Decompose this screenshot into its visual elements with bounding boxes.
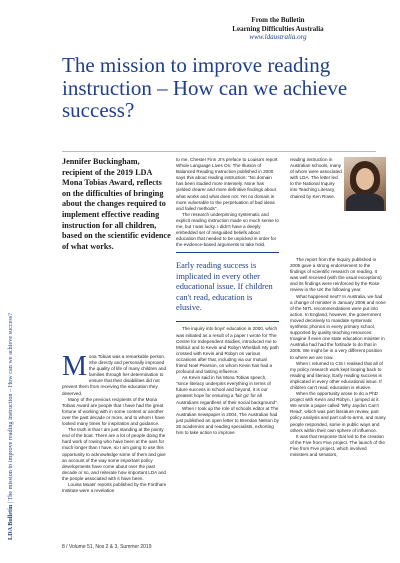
column-3 [290, 257, 386, 540]
header-line-1: From the Bulletin [251, 16, 305, 24]
photo-shoulders [346, 193, 384, 211]
col2-p5: When I took up the role of schools editor at The Australian newspaper in 2004, The Australian had just published an open letter to Brendan Nelson by 26 academics and reading specialists, exhorting him to take action to improve [176, 405, 279, 436]
col2-p2: The research underpinning systematic and explicit reading instruction made so much sense to me, but I was lucky. I didn't have a deeply embedded set of misguided beliefs about education that needed to be unpicked in order for the evidence-based arguments to take hold. [176, 211, 279, 248]
column-2 [176, 157, 279, 540]
author-photo [344, 157, 386, 211]
side-journal-name: LDA Bulletin [7, 504, 14, 540]
title-divider [62, 151, 376, 152]
col1-p1: ona Tobias was a remarkable person. She directly and personally improved the quality of life of many children and families through her determination to ensure that their disabilities did not prevent them from receiving the education they deserved. [62, 354, 167, 396]
drop-cap: M [62, 354, 87, 382]
col3-p2: What happened next? In Australia, we had a change of minister in January 2006 and none of the NITL recommendations were put into action. In England, however, the government moved decisively to mandate systematic synthetic phonics in every primary school, supported by quality teaching resources. Imagine if even one state education minister in Australia had had the fortitude to do that in 2005. We might be in a very different position to where we are now. [290, 293, 386, 360]
pull-quote-rule-bottom [176, 321, 279, 322]
header-url-link[interactable]: www.ldaustralia.org [249, 33, 307, 42]
header-line-2: Learning Difficulties Australia [232, 24, 324, 33]
col2-p3: The inquiry into boys' education in 2000, which was initiated as a result of a paper I wrote for The Centre for Independent Studies, introduced me to MultiLit and to Kevin and Robyn Wheldall. My path crossed with Kevin and Robyn on various occasions after that, including via our mutual friend Noel Pearson, on whom Kevin has had a profound and lasting influence. [176, 326, 279, 375]
col3-p5: It was that response that led to the creation of the Five from Five project. The launch of the Five from Five project, which involved ministers and senators, [290, 433, 385, 457]
photo-face [356, 168, 374, 190]
column-3-top [290, 157, 342, 255]
col2-p1: to me. Chester Finn Jr's preface to Louisa's report Whole Language Lives On: The Illusion of Balanced Reading Instruction published in 2000 says this about reading instruction: "No domain has been studied more intensely. None has yielded clearer and more definitive findings about what works and what does not. Yet no domain is more vulnerable to the perpetuation of bad ideas and failed methods". [176, 157, 278, 211]
article-title: The mission to improve reading instruction – How can we achieve success? [62, 53, 348, 122]
side-article-title: | The mission to improve reading instruction – How can we achieve success? [7, 313, 14, 505]
col3-p3: When I returned to CIS I realised that all of my policy research work kept looping back to reading and literacy. Early reading success is implicated in every other educational issue. If children can't read, education is elusive. [290, 360, 383, 390]
intro-paragraph [62, 354, 167, 397]
side-running-title [4, 40, 18, 540]
page-header [198, 16, 358, 42]
col1-p2: Many of the previous recipients of the Mona Tobias Award are people that I have had the great fortune of working with in some context or another over the past decade or more, and to whom I have looked many times for inspiration and guidance. [62, 396, 165, 427]
col1-p3: The truth is that I am just standing at the pointy end of the boat. There are a lot of people doing the hard work of rowing who have been at the oars for much longer than I have, so I am going to use this opportunity to acknowledge some of them and give an account of the way some important policy developments have come about over the past decade or so, and reiterate how important LDA and the people associated with it have been. [62, 427, 166, 481]
col2-p4: As Kevin said in his Mona Tobias speech, "since literacy underpins everything in terms of future success in school and beyond, it is our greatest hope for ensuring a 'fair go' for all Australians regardless of their social background". [176, 375, 278, 405]
article-lead: Jennifer Buckingham, recipient of the 2019 LDA Mona Tobias Award, reflects on the difficulties of bringing about the changes required to implement effective reading instruction for all children, based on the scientific evidence of what works. [62, 157, 171, 251]
pull-quote-rule-top [176, 252, 279, 253]
page-footer: 8 / Volume 51, Nos 2 & 3, Summer 2019 [62, 544, 152, 550]
col1-p4: Louisa Moats' reports published by the Fordham Institute were a revelation [62, 481, 167, 494]
col3-p1: The report from the Inquiry published in 2005 gave a strong endorsement to the findings of scientific research on reading. It was well received (with the usual exceptions) and its findings were reinforced by the Rose review in the UK the following year. [290, 257, 382, 293]
col3-p0: reading instruction in Australian schools, many of whom were associated with LDA. The letter led to the National Inquiry into Teaching Literacy, chaired by Ken Rowe. [290, 157, 342, 199]
column-1 [62, 354, 167, 540]
pull-quote: Early reading success is implicated in every other educational issue. If children can't read, education is elusive. [176, 261, 273, 313]
col3-p4: When the opportunity arose to do a PhD project with Kevin and Robyn, I jumped at it. We wrote a paper called 'Why Jaydon Can't Read', which was part literature review, part policy analysis and part call-to-arms, and many people responded, some in public ways and others within their own sphere of influence. [290, 391, 386, 433]
